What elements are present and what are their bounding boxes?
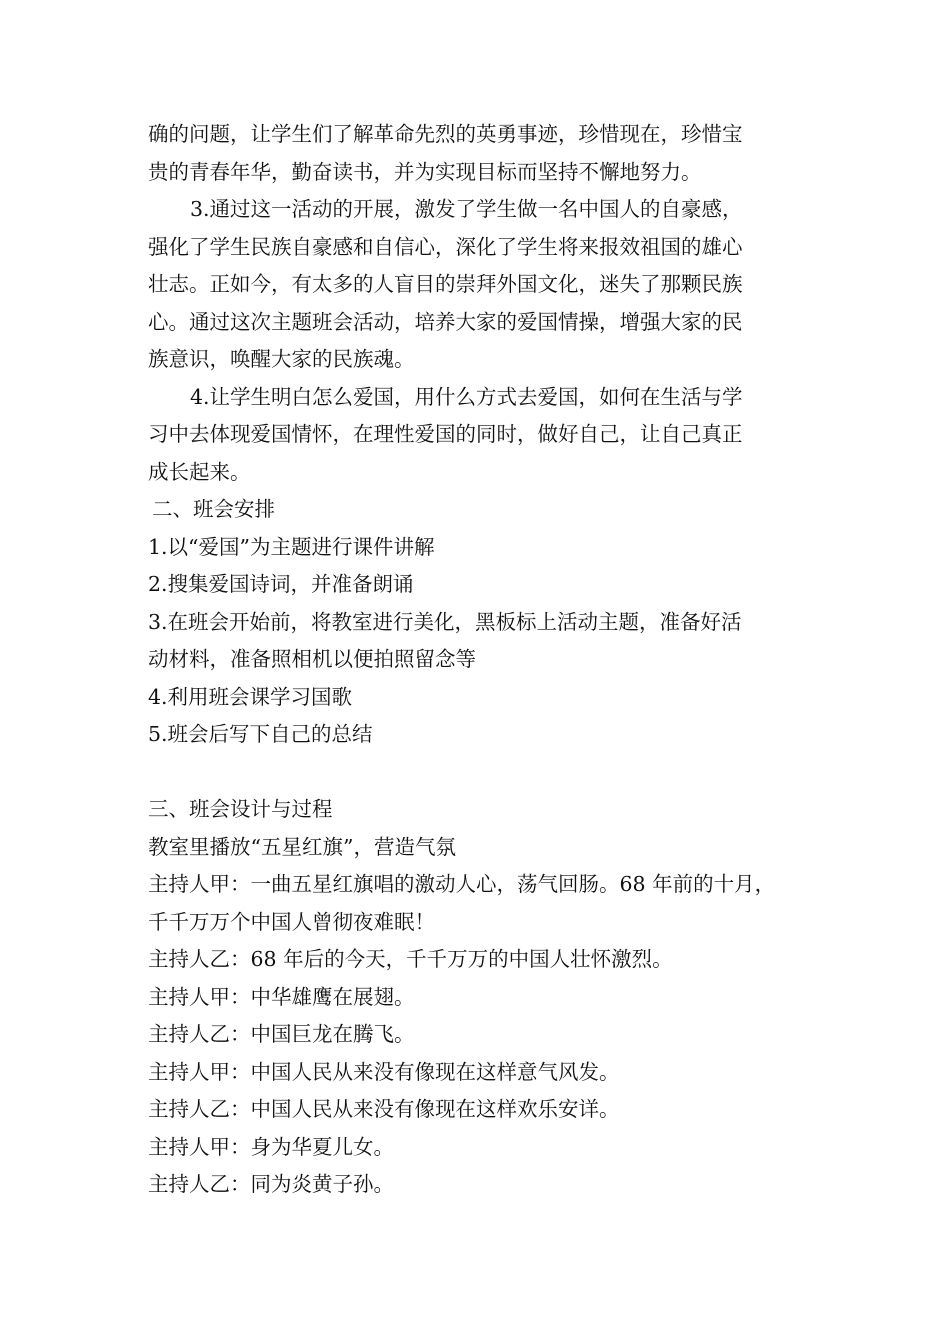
dialogue-line: 千千万万个中国人曾彻夜难眠！ [148, 909, 435, 934]
document-body [148, 116, 828, 1204]
dialogue-line: 主持人甲：身为华夏儿女。 [148, 1134, 394, 1159]
dialogue-line: 主持人乙：中国巨龙在腾飞。 [148, 1022, 415, 1046]
list-item: 5.班会后写下自己的总结 [148, 722, 373, 746]
paragraph-line: 族意识，唤醒大家的民族魂。 [148, 347, 415, 371]
blank-line [148, 754, 828, 792]
list-item: 2.搜集爱国诗词，并准备朗诵 [148, 572, 414, 596]
section-heading: 二、班会安排 [152, 497, 275, 521]
paragraph-line: 确的问题，让学生们了解革命先烈的英勇事迹，珍惜现在，珍惜宝 [148, 122, 743, 146]
dialogue-line: 主持人甲：中华雄鹰在展翅。 [148, 984, 415, 1009]
dialogue-line: 主持人甲：一曲五星红旗唱的激动人心，荡气回肠。68 年前的十月， [148, 872, 776, 896]
paragraph-line: 教室里播放“五星红旗”，营造气氛 [148, 834, 456, 859]
section-heading: 三、班会设计与过程 [148, 797, 333, 821]
paragraph-line: 壮志。正如今，有太多的人盲目的崇拜外国文化，迷失了那颗民族 [148, 272, 743, 296]
dialogue-line: 主持人甲：中国人民从来没有像现在这样意气风发。 [148, 1059, 620, 1084]
dialogue-line: 主持人乙：68 年后的今天，千千万万的中国人壮怀激烈。 [148, 947, 673, 971]
list-item: 4.利用班会课学习国歌 [148, 684, 353, 709]
list-item: 3.在班会开始前，将教室进行美化，黑板标上活动主题，准备好活 [148, 609, 742, 634]
paragraph-line: 贵的青春年华，勤奋读书，并为实现目标而坚持不懈地努力。 [148, 159, 702, 184]
paragraph-line: 习中去体现爱国情怀，在理性爱国的同时，做好自己，让自己真正 [148, 422, 743, 446]
dialogue-line: 主持人乙：同为炎黄子孙。 [148, 1172, 394, 1196]
paragraph-line: 4.让学生明白怎么爱国，用什么方式去爱国，如何在生活与学 [190, 384, 743, 409]
paragraph-line: 心。通过这次主题班会活动，培养大家的爱国情操，增强大家的民 [148, 309, 743, 334]
list-item: 动材料，准备照相机以便拍照留念等 [148, 647, 476, 671]
paragraph-line: 成长起来。 [148, 459, 251, 484]
dialogue-line: 主持人乙：中国人民从来没有像现在这样欢乐安详。 [148, 1097, 620, 1121]
list-item: 1.以“爱国”为主题进行课件讲解 [148, 534, 435, 559]
paragraph-line: 强化了学生民族自豪感和自信心，深化了学生将来报效祖国的雄心 [148, 234, 743, 259]
paragraph-line: 3.通过这一活动的开展，激发了学生做一名中国人的自豪感， [190, 197, 743, 221]
